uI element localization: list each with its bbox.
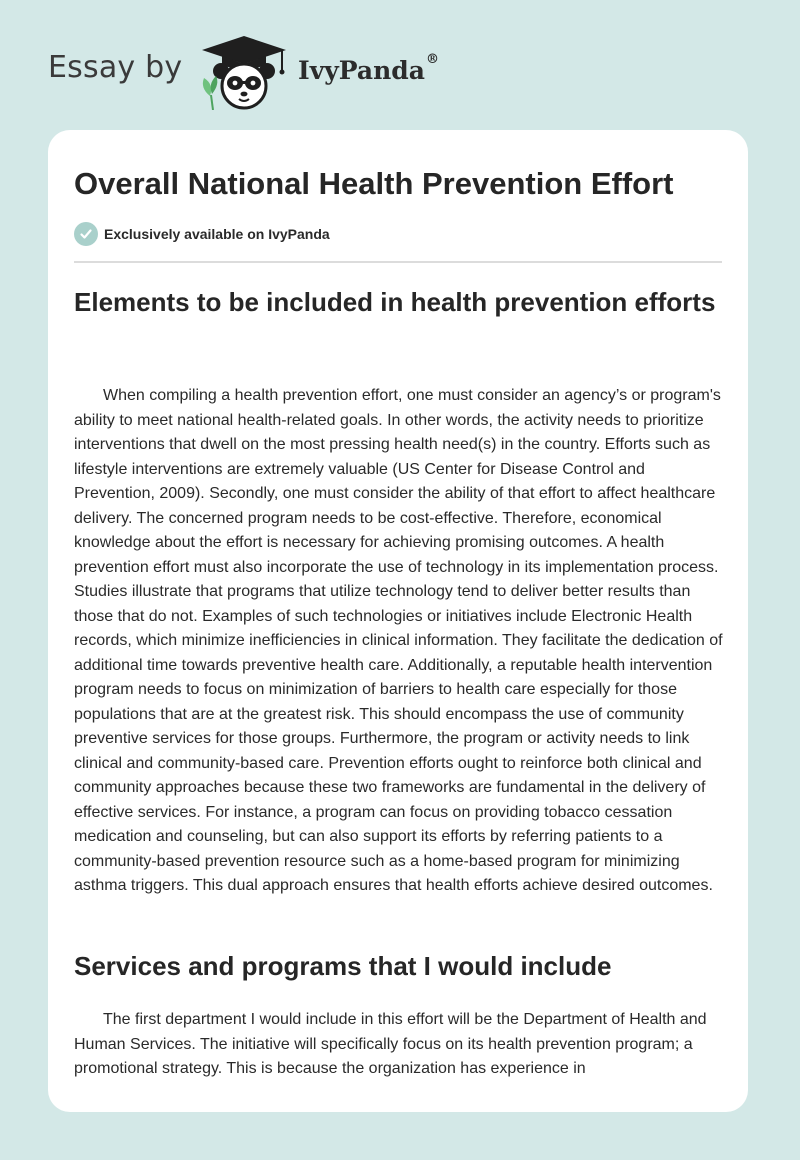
site-header — [0, 0, 800, 120]
section-paragraph-elements: When compiling a health prevention effort, one must consider an agency’s or program's ability to meet national health-related goals. In other words, the activity needs to prioritize interventions that dwell on the most pressing health need(s) in the country. Efforts such as lifestyle interventions are extremely valuable (US Center for Disease Control and Prevention, 2009). Secondly, one must consider the ability of that effort to affect healthcare delivery. The concerned program needs to be cost-effective. Therefore, economical knowledge about the effort is necessary for achieving promising outcomes. A health prevention effort must also incorporate the use of technology in its implementation process. Studies illustrate that programs that utilize technology tend to deliver better results than those that do not. Examples of such technologies or initiatives include Electronic Health records, which minimize inefficiencies in clinical information. They facilitate the dedication of additional time towards preventive health care. Additionally, a reputable health intervention program needs to focus on minimization of barriers to health care especially for those populations that are at the greatest risk. This should encompass the use of community preventive services for those groups. Furthermore, the program or activity needs to link clinical and community-based care. Prevention efforts ought to reinforce both clinical and community approaches because these two frameworks are fundamental in the delivery of effective services. For instance, a program can focus on providing tobacco cessation medication and counseling, but can also support its efforts by referring patients to a community-based prevention resource such as a home-based program for minimizing asthma triggers. This dual approach ensures that health efforts achieve desired outcomes. — [74, 387, 723, 894]
section-heading-elements: Elements to be included in health prevention efforts — [74, 287, 716, 317]
title-divider — [74, 261, 722, 263]
page-title: Overall National Health Prevention Effort — [74, 166, 674, 201]
panda-logo-icon[interactable] — [196, 34, 292, 110]
essay-by-label: Essay by — [48, 50, 183, 85]
brand-name[interactable] — [298, 52, 439, 85]
section-paragraph-services: The first department I would include in this effort will be the Department of Health and Human Services. The initiative will specifically focus on its health prevention program; a promotional strategy. This is because the organization has experience in — [74, 1011, 707, 1077]
exclusive-label: Exclusively available on IvyPanda — [104, 226, 330, 242]
article-card — [48, 130, 748, 1112]
section-heading-services: Services and programs that I would include — [74, 951, 612, 981]
exclusive-notice — [74, 222, 330, 246]
registered-mark: ® — [425, 52, 439, 67]
brand-name-text: IvyPanda — [298, 56, 425, 85]
check-icon — [74, 222, 98, 246]
